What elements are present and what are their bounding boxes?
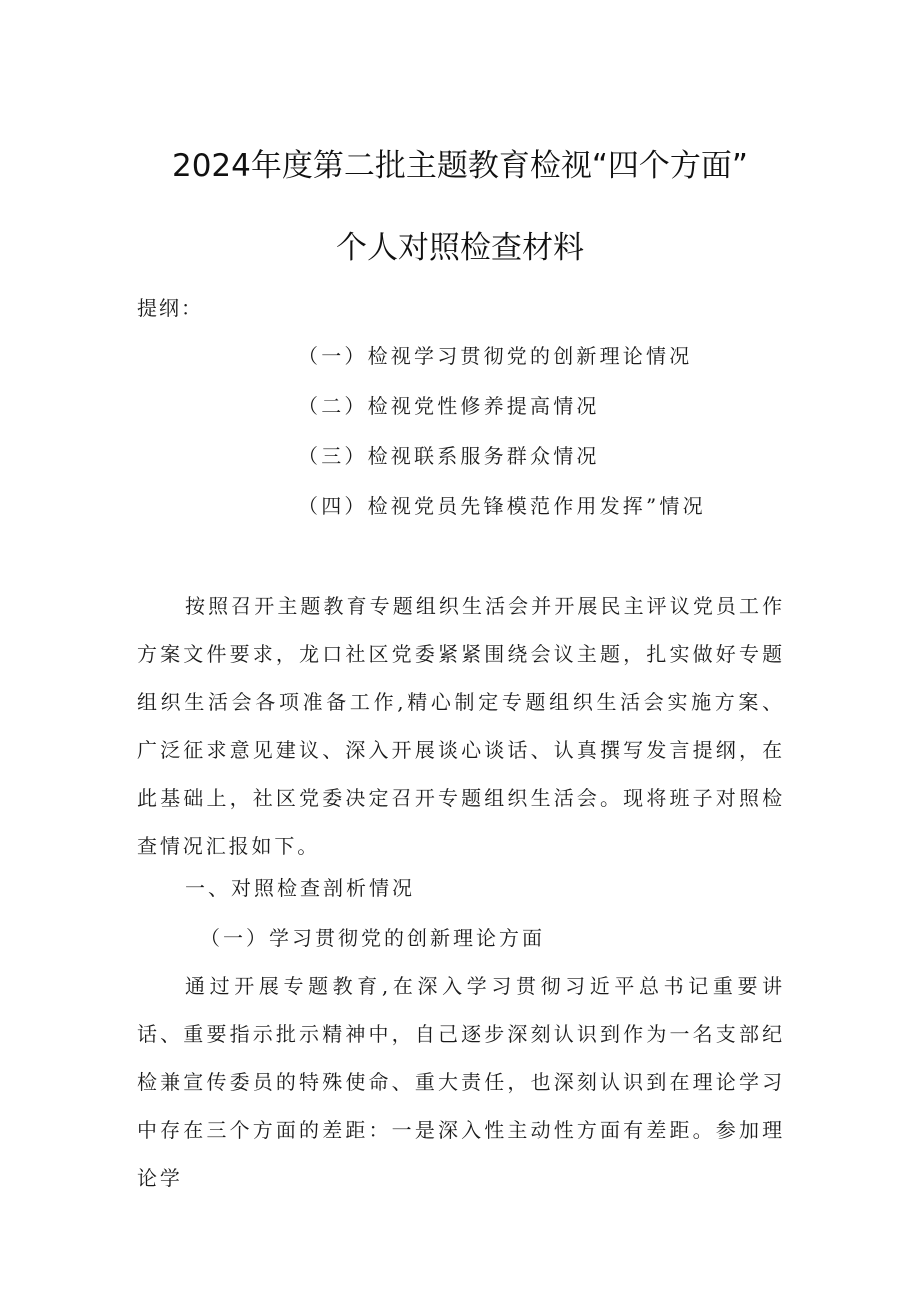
outline-list xyxy=(298,340,706,540)
section-heading: 一、对照检查剖析情况 xyxy=(185,876,415,900)
outline-item: （一）检视学习贯彻党的创新理论情况 xyxy=(298,344,693,368)
outline-item: （三）检视联系服务群众情况 xyxy=(298,444,600,468)
document-title-line-1: 2024年度第二批主题教育检视“四个方面” xyxy=(171,148,748,184)
outline-label: 提纲： xyxy=(137,296,203,320)
outline-item: （二）检视党性修养提高情况 xyxy=(298,394,600,418)
document-title-line-2: 个人对照检查材料 xyxy=(336,230,584,266)
subsection-heading: （一）学习贯彻党的创新理论方面 xyxy=(200,926,545,950)
body-paragraph: 通过开展专题教育,在深入学习贯彻习近平总书记重要讲话、重要指示批示精神中，自己逐步深刻认识到作为一名支部纪检兼宣传委员的特殊使命、重大责任，也深刻认识到在理论学习中存在三个方面的差距：一是深入性主动性方面有差距。参加理论学 xyxy=(137,974,785,1190)
outline-item: （四）检视党员先锋模范作用发挥”情况 xyxy=(298,494,706,518)
intro-paragraph: 按照召开主题教育专题组织生活会并开展民主评议党员工作方案文件要求，龙口社区党委紧紧围绕会议主题，扎实做好专题组织生活会各项准备工作,精心制定专题组织生活会实施方案、广泛征求意见建议、深入开展谈心谈话、认真撰写发言提纲，在此基础上，社区党委决定召开专题组织生活会。现将班子对照检查情况汇报如下。 xyxy=(137,594,785,858)
